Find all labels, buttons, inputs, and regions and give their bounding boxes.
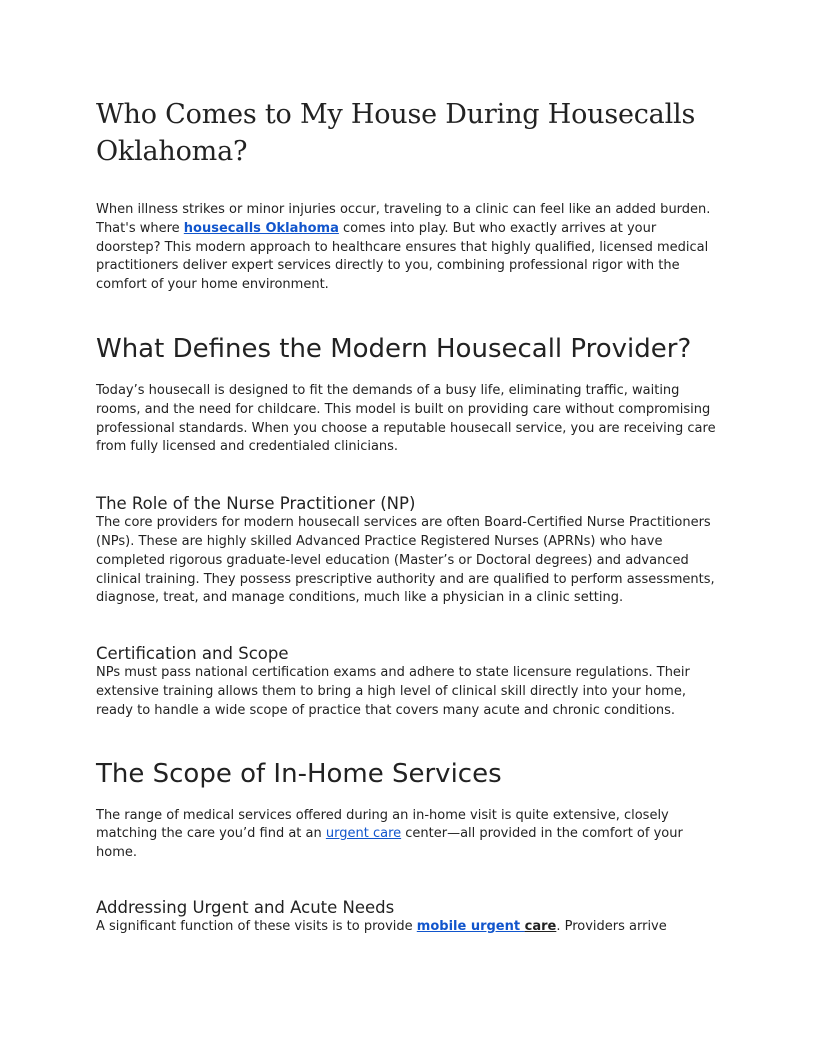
certification-paragraph: NPs must pass national certification exams and adhere to state licensure regulations. Their extensive training allows them to bring a high level of clinical skill directly into your home, ready to handle a wide scope of practice that covers many acute and chronic conditions. [96,665,690,718]
document-page [96,96,720,937]
nurse-practitioner-paragraph: The core providers for modern housecall services are often Board-Certified Nurse Practitioners (NPs). These are highly skilled Advanced Practice Registered Nurses (APRNs) who have completed rigorous graduate-level education (Master’s or Doctoral degrees) and advanced clinical training. They possess prescriptive authority and are qualified to perform assessments, diagnose, treat, and manage conditions, much like a physician in a clinic setting. [96,515,715,606]
intro-text-after: comes into play. But who exactly arrives at your doorstep? This modern approach to healthcare ensures that highly qualified, licensed medical practitioners deliver expert services directly to you, combining professional rigor with the comfort of your home environment. [96,220,709,293]
page-title: Who Comes to My House During Housecalls Oklahoma? [96,99,696,167]
urgent-text-after: . Providers arrive [556,918,667,934]
mobile-urgent-care-link[interactable]: mobile urgent [416,918,525,934]
care-bold-text: care [524,918,557,934]
scope-text-after: center—all provided in the comfort of your home. [96,826,683,861]
urgent-care-link[interactable]: urgent care [325,826,402,842]
section-heading-scope: The Scope of In-Home Services [96,758,502,789]
intro-text-before: When illness strikes or minor injuries occur, traveling to a clinic can feel like an added burden. That's where [96,202,711,236]
subheading-urgent-acute: Addressing Urgent and Acute Needs [96,897,395,917]
subheading-certification: Certification and Scope [96,644,289,664]
section-heading-provider: What Defines the Modern Housecall Provider? [96,333,692,364]
section-provider-paragraph: Today’s housecall is designed to fit the demands of a busy life, eliminating traffic, waiting rooms, and the need for childcare. This model is built on providing care without compromising professional standards. When you choose a reputable housecall service, you are receiving care from fully licensed and credentialed clinicians. [96,382,716,455]
subheading-nurse-practitioner: The Role of the Nurse Practitioner (NP) [96,494,416,514]
housecalls-oklahoma-link[interactable]: housecalls Oklahoma [183,220,339,236]
scope-paragraph [96,807,720,863]
urgent-paragraph [96,918,720,937]
intro-paragraph [96,201,720,295]
urgent-text-before: A significant function of these visits is to provide [96,918,417,934]
scope-text-before: The range of medical services offered during an in-home visit is quite extensive, closely matching the care you’d find at an [96,807,669,842]
